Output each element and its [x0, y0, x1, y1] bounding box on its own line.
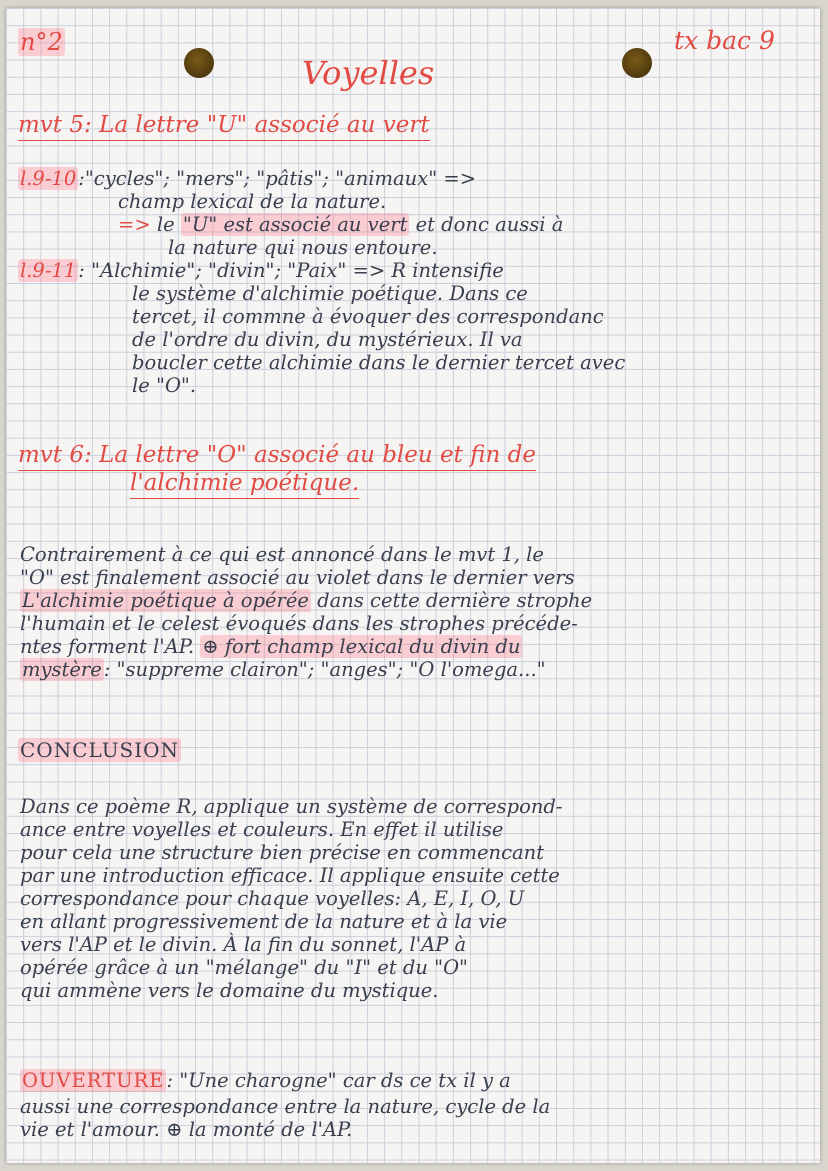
mvt5-line-4: la nature qui nous entoure. [168, 236, 438, 259]
para-line-3 [20, 590, 820, 613]
mvt5-line-2: champ lexical de la nature. [118, 190, 387, 213]
heading-text: mvt 6: La lettre "O" associé au bleu et fin de [18, 442, 536, 471]
para-line-5 [20, 636, 820, 659]
mvt5-line-1 [18, 168, 820, 191]
conclusion-line-4: par une introduction efficace. Il applique ensuite cette [20, 864, 560, 887]
heading-text: l'alchimie poétique. [130, 470, 359, 499]
para-line-2: "O" est finalement associé au violet dans le dernier vers [20, 566, 575, 589]
highlighted-text: "U" est associé au vert [182, 213, 408, 236]
mvt5-line-7: tercet, il commne à évoquer des correspondanc [132, 305, 604, 328]
highlighted-text: mystère [22, 658, 102, 681]
mvt5-heading: mvt 5: La lettre "U" associé au vert [18, 112, 430, 141]
para-line-6 [20, 659, 820, 682]
text: et donc aussi à [415, 213, 564, 236]
conclusion-line-2: ance entre voyelles et couleurs. En effet il utilise [20, 818, 504, 841]
mvt5-line-8: de l'ordre du divin, du mystérieux. Il va [132, 328, 523, 351]
ouverture-line-1 [20, 1070, 820, 1093]
conclusion-line-1: Dans ce poème R, applique un système de correspond- [20, 795, 563, 818]
heading-text: CONCLUSION [20, 738, 180, 762]
text: le [156, 213, 175, 236]
mvt5-line-9: boucler cette alchimie dans le dernier tercet avec [132, 351, 626, 374]
highlighted-text: ⊕ fort champ lexical du divin du [202, 635, 521, 658]
text: : "suppreme clairon"; "anges"; "O l'omega..." [103, 658, 546, 681]
ouverture-line-2: aussi une correspondance entre la nature, cycle de la [20, 1095, 551, 1118]
conclusion-line-9: qui ammène vers le domaine du mystique. [20, 979, 439, 1002]
mvt5-line-5 [18, 260, 820, 283]
mvt5-line-3 [118, 214, 820, 237]
conclusion-line-3: pour cela une structure bien précise en commencant [20, 841, 545, 864]
punch-hole-left [184, 48, 214, 78]
line-ref: l.9-11 [20, 259, 77, 282]
text: dans cette dernière strophe [310, 589, 593, 612]
page-number: n°2 [20, 28, 63, 56]
para-line-1: Contrairement à ce qui est annoncé dans le mvt 1, le [20, 543, 544, 566]
text: : "Alchimie"; "divin"; "Paix" => R intensifie [78, 259, 504, 282]
line-ref: l.9-10 [20, 167, 77, 190]
para-line-4: l'humain et le celest évoqués dans les strophes précéde- [20, 612, 578, 635]
conclusion-line-5: correspondance pour chaque voyelles: A, E, I, O, U [20, 887, 525, 910]
text: : "Une charogne" car ds ce tx il y a [166, 1069, 511, 1092]
punch-hole-right [622, 48, 652, 78]
text: :"cycles"; "mers"; "pâtis"; "animaux" => [78, 167, 477, 190]
arrow-icon: => [118, 213, 151, 236]
text-reference: tx bac 9 [674, 26, 775, 55]
conclusion-line-6: en allant progressivement de la nature et à la vie [20, 910, 508, 933]
notebook-page [6, 8, 820, 1163]
mvt5-line-10: le "O". [132, 374, 197, 397]
conclusion-line-7: vers l'AP et le divin. À la fin du sonnet, l'AP à [20, 933, 467, 956]
highlighted-text: L'alchimie poétique à opérée [22, 589, 309, 612]
conclusion-heading [18, 738, 181, 762]
text: ntes forment l'AP. [20, 635, 195, 658]
ouverture-heading: OUVERTURE [22, 1069, 165, 1092]
mvt6-heading-line-1 [18, 442, 536, 468]
mvt5-line-6: le système d'alchimie poétique. Dans ce [132, 282, 528, 305]
mvt6-heading-line-2 [130, 470, 359, 496]
conclusion-line-8: opérée grâce à un "mélange" du "I" et du "O" [20, 956, 469, 979]
page-title: Voyelles [302, 54, 435, 92]
ouverture-line-3: vie et l'amour. ⊕ la monté de l'AP. [20, 1118, 353, 1141]
